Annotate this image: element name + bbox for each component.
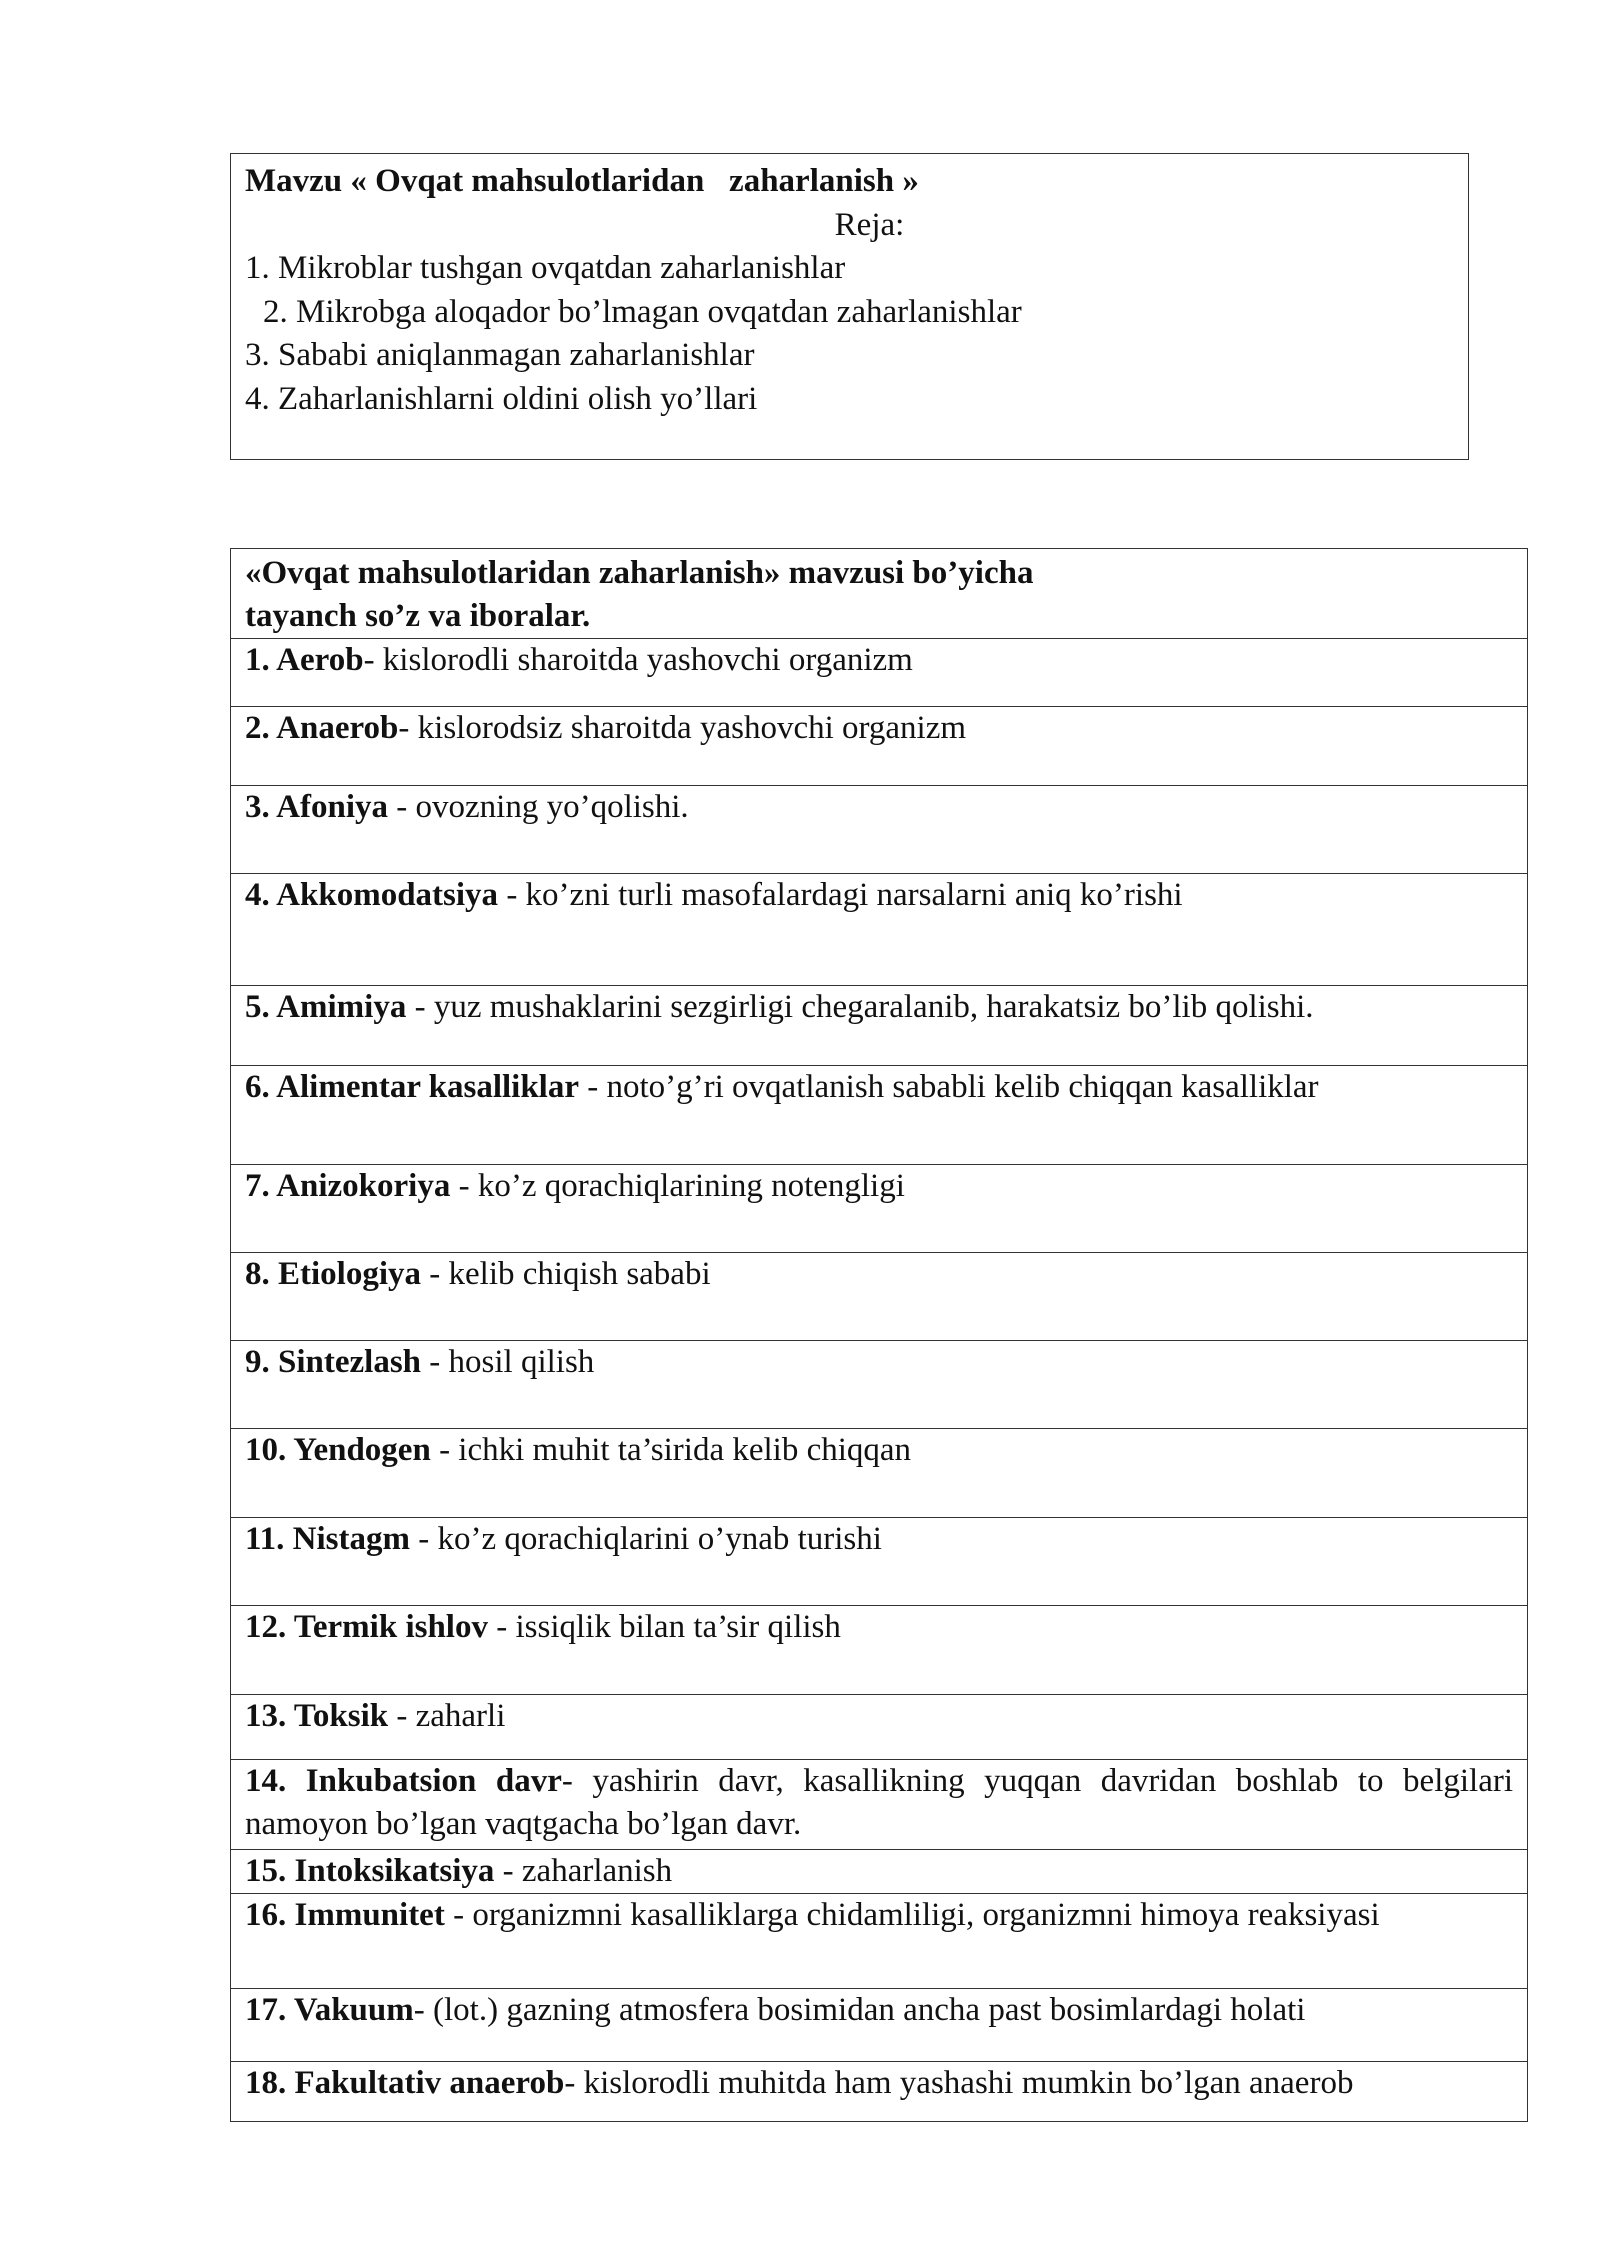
glossary-term: 7. Anizokoriya <box>245 1168 451 1204</box>
glossary-entry <box>231 1253 1528 1341</box>
glossary-definition: - organizmni kasalliklarga chidamliligi, organizmni himoya reaksiyasi <box>444 1897 1380 1933</box>
glossary-row <box>231 1429 1528 1518</box>
glossary-row <box>231 874 1528 986</box>
glossary-row <box>231 1989 1528 2062</box>
glossary-row <box>231 639 1528 707</box>
glossary-row <box>231 1850 1528 1894</box>
glossary-definition: - zaharlanish <box>494 1853 673 1889</box>
glossary-row <box>231 1894 1528 1989</box>
glossary-term: 3. Afoniya <box>245 789 389 825</box>
glossary-entry <box>231 1341 1528 1429</box>
glossary-definition: - zaharli <box>388 1698 506 1734</box>
plan-item: 2. Mikrobga aloqador bo’lmagan ovqatdan zaharlanishlar <box>263 293 1022 330</box>
glossary-entry <box>231 1760 1528 1850</box>
glossary-row <box>231 1253 1528 1341</box>
glossary-entry <box>231 1695 1528 1760</box>
glossary-heading <box>231 549 1528 639</box>
glossary-definition: - ichki muhit ta’sirida kelib chiqqan <box>430 1432 912 1468</box>
glossary-definition: - kislorodli muhitda ham yashashi mumkin bo’lgan anaerob <box>564 2065 1354 2101</box>
plan-reja-label: Reja: <box>834 206 905 243</box>
glossary-table <box>230 548 1528 2122</box>
glossary-heading-row <box>231 549 1528 639</box>
glossary-definition: - kislorodsiz sharoitda yashovchi organizm <box>398 710 967 746</box>
glossary-entry <box>231 2062 1528 2122</box>
glossary-definition: - noto’g’ri ovqatlanish sababli kelib chiqqan kasalliklar <box>579 1069 1319 1105</box>
glossary-entry <box>231 1066 1528 1165</box>
glossary-term: 11. Nistagm <box>245 1521 410 1557</box>
glossary-row <box>231 786 1528 874</box>
glossary-term: 10. Yendogen <box>245 1432 431 1468</box>
glossary-term: 14. Inkubatsion davr <box>245 1763 562 1799</box>
glossary-heading-line: tayanch so’z va iboralar. <box>245 598 591 634</box>
glossary-definition: - yuz mushaklarini sezgirligi chegaralanib, harakatsiz bo’lib qolishi. <box>406 989 1314 1025</box>
glossary-term: 1. Aerob <box>245 642 364 678</box>
glossary-definition: - ovozning yo’qolishi. <box>388 789 689 825</box>
glossary-term: 16. Immunitet <box>245 1897 445 1933</box>
glossary-term: 5. Amimiya <box>245 989 407 1025</box>
glossary-definition: - kislorodli sharoitda yashovchi organizm <box>363 642 913 678</box>
glossary-row <box>231 1165 1528 1253</box>
glossary-term: 17. Vakuum <box>245 1992 414 2028</box>
glossary-term: 18. Fakultativ anaerob <box>245 2065 565 2101</box>
glossary-row <box>231 1066 1528 1165</box>
glossary-heading-line: «Ovqat mahsulotlaridan zaharlanish» mavzusi bo’yicha <box>245 555 1034 591</box>
glossary-entry <box>231 639 1528 707</box>
plan-item: 4. Zaharlanishlarni oldini olish yo’llari <box>245 380 758 417</box>
glossary-row <box>231 1695 1528 1760</box>
plan-item: 1. Mikroblar tushgan ovqatdan zaharlanishlar <box>245 250 846 286</box>
glossary-entry <box>231 1165 1528 1253</box>
glossary-entry <box>231 1518 1528 1606</box>
glossary-entry <box>231 1429 1528 1518</box>
plan-box <box>230 153 1469 460</box>
glossary-definition: - issiqlik bilan ta’sir qilish <box>487 1609 841 1645</box>
glossary-term: 15. Intoksikatsiya <box>245 1853 495 1889</box>
glossary-term: 9. Sintezlash <box>245 1344 422 1380</box>
glossary-entry <box>231 1606 1528 1695</box>
glossary-term: 2. Anaerob <box>245 710 399 746</box>
glossary-entry <box>231 1894 1528 1989</box>
glossary-entry <box>231 707 1528 786</box>
glossary-term: 13. Toksik <box>245 1698 389 1734</box>
glossary-entry <box>231 874 1528 986</box>
glossary-term: 8. Etiologiya <box>245 1256 422 1292</box>
glossary-entry <box>231 786 1528 874</box>
glossary-row <box>231 1518 1528 1606</box>
glossary-row <box>231 707 1528 786</box>
glossary-row <box>231 2062 1528 2122</box>
glossary-row <box>231 1760 1528 1850</box>
glossary-definition: - yashirin davr, kasallikning yuqqan davridan boshlab to belgilari namoyon bo’lgan vaqtgacha bo’lgan davr. <box>245 1763 1513 1842</box>
glossary-term: 6. Alimentar kasalliklar <box>245 1069 579 1105</box>
glossary-definition: - hosil qilish <box>421 1344 595 1380</box>
glossary-term: 4. Akkomodatsiya <box>245 877 499 913</box>
plan-title: Mavzu « Ovqat mahsulotlaridan zaharlanish » <box>245 163 919 199</box>
glossary-row <box>231 1606 1528 1695</box>
glossary-definition: - (lot.) gazning atmosfera bosimidan ancha past bosimlardagi holati <box>413 1992 1306 2028</box>
glossary-entry <box>231 1989 1528 2062</box>
glossary-definition: - ko’z qorachiqlarining notengligi <box>450 1168 905 1204</box>
glossary-definition: - kelib chiqish sababi <box>421 1256 711 1292</box>
plan-item: 3. Sababi aniqlanmagan zaharlanishlar <box>245 337 755 373</box>
glossary-row <box>231 986 1528 1066</box>
glossary-row <box>231 1341 1528 1429</box>
glossary-entry <box>231 1850 1528 1894</box>
glossary-term: 12. Termik ishlov <box>245 1609 488 1645</box>
glossary-entry <box>231 986 1528 1066</box>
glossary-definition: - ko’z qorachiqlarini o’ynab turishi <box>410 1521 882 1557</box>
glossary-definition: - ko’zni turli masofalardagi narsalarni aniq ko’rishi <box>498 877 1183 913</box>
